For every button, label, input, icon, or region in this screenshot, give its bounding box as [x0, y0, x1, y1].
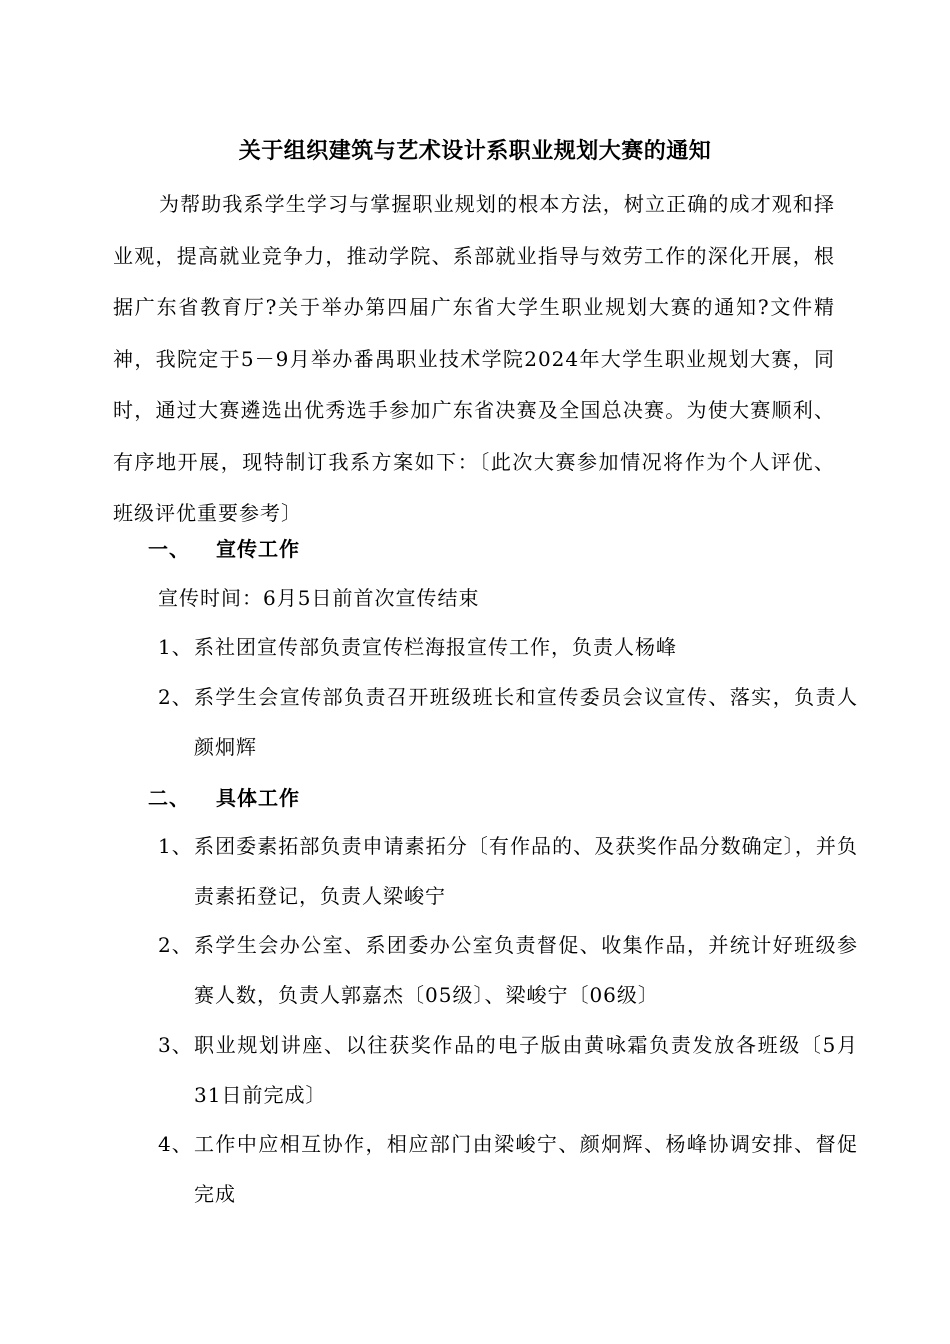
list-item-number: 2、 [158, 933, 193, 957]
list-item-text: 系学生会宣传部负责召开班级班长和宣传委员会议宣传、落实，负责人颜炯辉 [194, 685, 858, 759]
list-item-text: 系学生会办公室、系团委办公室负责督促、收集作品，并统计好班级参赛人数，负责人郭嘉杰〔05级〕、梁峻宁〔06级〕 [194, 933, 858, 1007]
list-item [158, 921, 858, 1020]
list-item [158, 822, 858, 921]
list-item-text: 系社团宣传部负责宣传栏海报宣传工作，负责人杨峰 [194, 635, 677, 659]
list-item [158, 1120, 858, 1219]
list-item-number: 1、 [158, 834, 193, 858]
section-number: 一、 [148, 537, 190, 561]
list-item-number: 1、 [158, 635, 193, 659]
section-heading-publicity [148, 534, 300, 564]
list-item-text: 工作中应相互协作，相应部门由梁峻宁、颜炯辉、杨峰协调安排、督促完成 [194, 1132, 858, 1206]
intro-paragraph: 为帮助我系学生学习与掌握职业规划的根本方法，树立正确的成才观和择业观，提高就业竞争力，推动学院、系部就业指导与效劳工作的深化开展，根据广东省教育厅?关于举办第四届广东省大学生职业规划大赛的通知?文件精神，我院定于5－9月举办番禺职业技术学院2024年大学生职业规划大赛，同时，通过大赛遴选出优秀选手参加广东省决赛及全国总决赛。为使大赛顺利、有序地开展，现特制订我系方案如下：〔此次大赛参加情况将作为个人评优、班级评优重要参考〕 [113, 192, 835, 525]
list-item [158, 1021, 858, 1120]
publicity-time: 宣传时间：6月5日前首次宣传结束 [158, 586, 480, 610]
list-item-number: 2、 [158, 685, 193, 709]
section-heading-tasks [148, 783, 300, 813]
section-number: 二、 [148, 786, 190, 810]
list-item-number: 4、 [158, 1132, 193, 1156]
section-title: 宣传工作 [216, 537, 300, 561]
list-item-text: 系团委素拓部负责申请素拓分〔有作品的、及获奖作品分数确定〕，并负责素拓登记，负责人梁峻宁 [194, 834, 858, 908]
list-item-number: 3、 [158, 1033, 193, 1057]
section-title: 具体工作 [216, 786, 300, 810]
document-title: 关于组织建筑与艺术设计系职业规划大赛的通知 [238, 139, 712, 164]
list-item [158, 623, 858, 673]
list-item-text: 职业规划讲座、以往获奖作品的电子版由黄咏霜负责发放各班级〔5月31日前完成〕 [194, 1033, 858, 1107]
list-item [158, 673, 858, 772]
